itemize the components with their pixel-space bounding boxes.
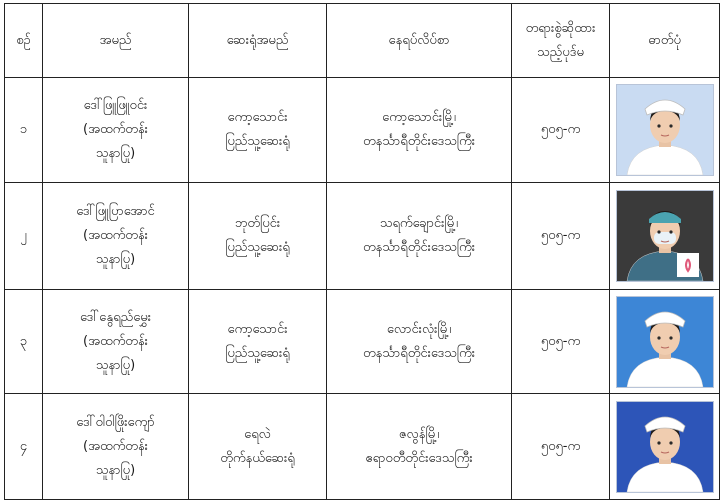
nurse-name-line: (အထက်တန်း: [83, 438, 148, 454]
table-row: [5, 394, 720, 500]
hospital-name: [189, 394, 327, 500]
row-number: ၄: [5, 394, 43, 500]
home-address: [327, 78, 512, 183]
nurse-name-line: သူနာပြု): [95, 357, 136, 373]
hospital-name-line: ပြည်သူ့ဆေးရုံ: [225, 345, 290, 361]
nurse-name: [43, 78, 189, 183]
hospital-name: [189, 78, 327, 183]
nurse-name: [43, 394, 189, 500]
charge-section: ၅၀၅-က: [512, 78, 610, 183]
nurse-name-line: သူနာပြု): [95, 252, 136, 267]
hospital-name-line: တိုက်နယ်ဆေးရုံ: [220, 450, 295, 466]
nurse-name-line: ဒေါ်ဖြူဖြူဝင်း: [83, 98, 148, 113]
home-address: [327, 183, 512, 290]
hospital-name: [189, 290, 327, 394]
nurse-name-line: (အထက်တန်း: [83, 122, 148, 137]
home-address-line: တနင်္သာရီတိုင်းဒေသကြီး: [362, 134, 476, 149]
header-reg-line: တရားစွဲဆိုထား: [525, 20, 596, 36]
header-address: နေရပ်လိပ်စာ: [327, 4, 512, 78]
hospital-name-line: ပြည်သူ့ဆေးရုံ: [225, 134, 290, 149]
hospital-name-line: ရေလဲ: [244, 426, 271, 442]
portrait-photo: [616, 296, 714, 388]
home-address-line: သရက်ချောင်းမြို့၊: [379, 216, 459, 231]
home-address-line: တနင်္သာရီတိုင်းဒေသကြီး: [362, 345, 476, 361]
home-address: [327, 290, 512, 394]
nurse-name-line: (အထက်တန်း: [83, 333, 148, 349]
photo-cell: [610, 290, 720, 394]
table-row: [5, 290, 720, 394]
hospital-name-line: ဘုတ်ပြင်း: [234, 216, 281, 231]
hospital-name-line: ကော့သောင်း: [227, 321, 288, 337]
table-row: [5, 183, 720, 290]
nurse-name-line: ဒေါ်ဝါဝါဖြိုးကျော်: [76, 414, 155, 430]
table-row: [5, 78, 720, 183]
nurse-name: [43, 290, 189, 394]
header-reg-line: သည့်ပုဒ်မ: [537, 44, 584, 60]
row-number: ၂: [5, 183, 43, 290]
nurse-name-line: သူနာပြု): [95, 462, 136, 478]
home-address: [327, 394, 512, 500]
row-number: ၃: [5, 290, 43, 394]
row-number: ၁: [5, 78, 43, 183]
home-address-line: ကော့သောင်းမြို့၊: [382, 110, 456, 125]
charge-section: ၅၀၅-က: [512, 394, 610, 500]
nurse-name-line: ဒေါ်ဖြူပြာအောင်: [76, 204, 155, 219]
photo-cell: [610, 394, 720, 500]
charge-section: ၅၀၅-က: [512, 290, 610, 394]
home-address-line: တနင်္သာရီတိုင်းဒေသကြီး: [362, 240, 476, 255]
hospital-name: [189, 183, 327, 290]
nurse-name-line: (အထက်တန်း: [83, 228, 148, 243]
header-no: စဉ်: [5, 4, 43, 78]
header-row: [5, 4, 720, 78]
portrait-photo: [616, 84, 714, 176]
nurse-name: [43, 183, 189, 290]
home-address-line: လောင်းလုံးမြို့၊: [386, 321, 452, 337]
nurse-name-line: ဒေါ်နွေရည်မွှေး: [79, 309, 152, 325]
portrait-photo: [616, 190, 714, 282]
hospital-name-line: ပြည်သူ့ဆေးရုံ: [225, 240, 290, 255]
header-name: အမည်: [43, 4, 189, 78]
hospital-name-line: ကော့သောင်း: [227, 110, 288, 125]
photo-cell: [610, 78, 720, 183]
charge-section: ၅၀၅-က: [512, 183, 610, 290]
header-photo: ဓာတ်ပုံ: [610, 4, 720, 78]
nurses-table: [4, 3, 720, 500]
nurse-name-line: သူနာပြု): [95, 146, 136, 161]
home-address-line: ဇလွန်မြို့၊: [398, 426, 440, 442]
portrait-photo: [616, 401, 714, 493]
header-reg: [512, 4, 610, 78]
photo-cell: [610, 183, 720, 290]
home-address-line: ဧရာဝတီတိုင်းဒေသကြီး: [365, 450, 473, 466]
header-hospital: ဆေးရုံအမည်: [189, 4, 327, 78]
